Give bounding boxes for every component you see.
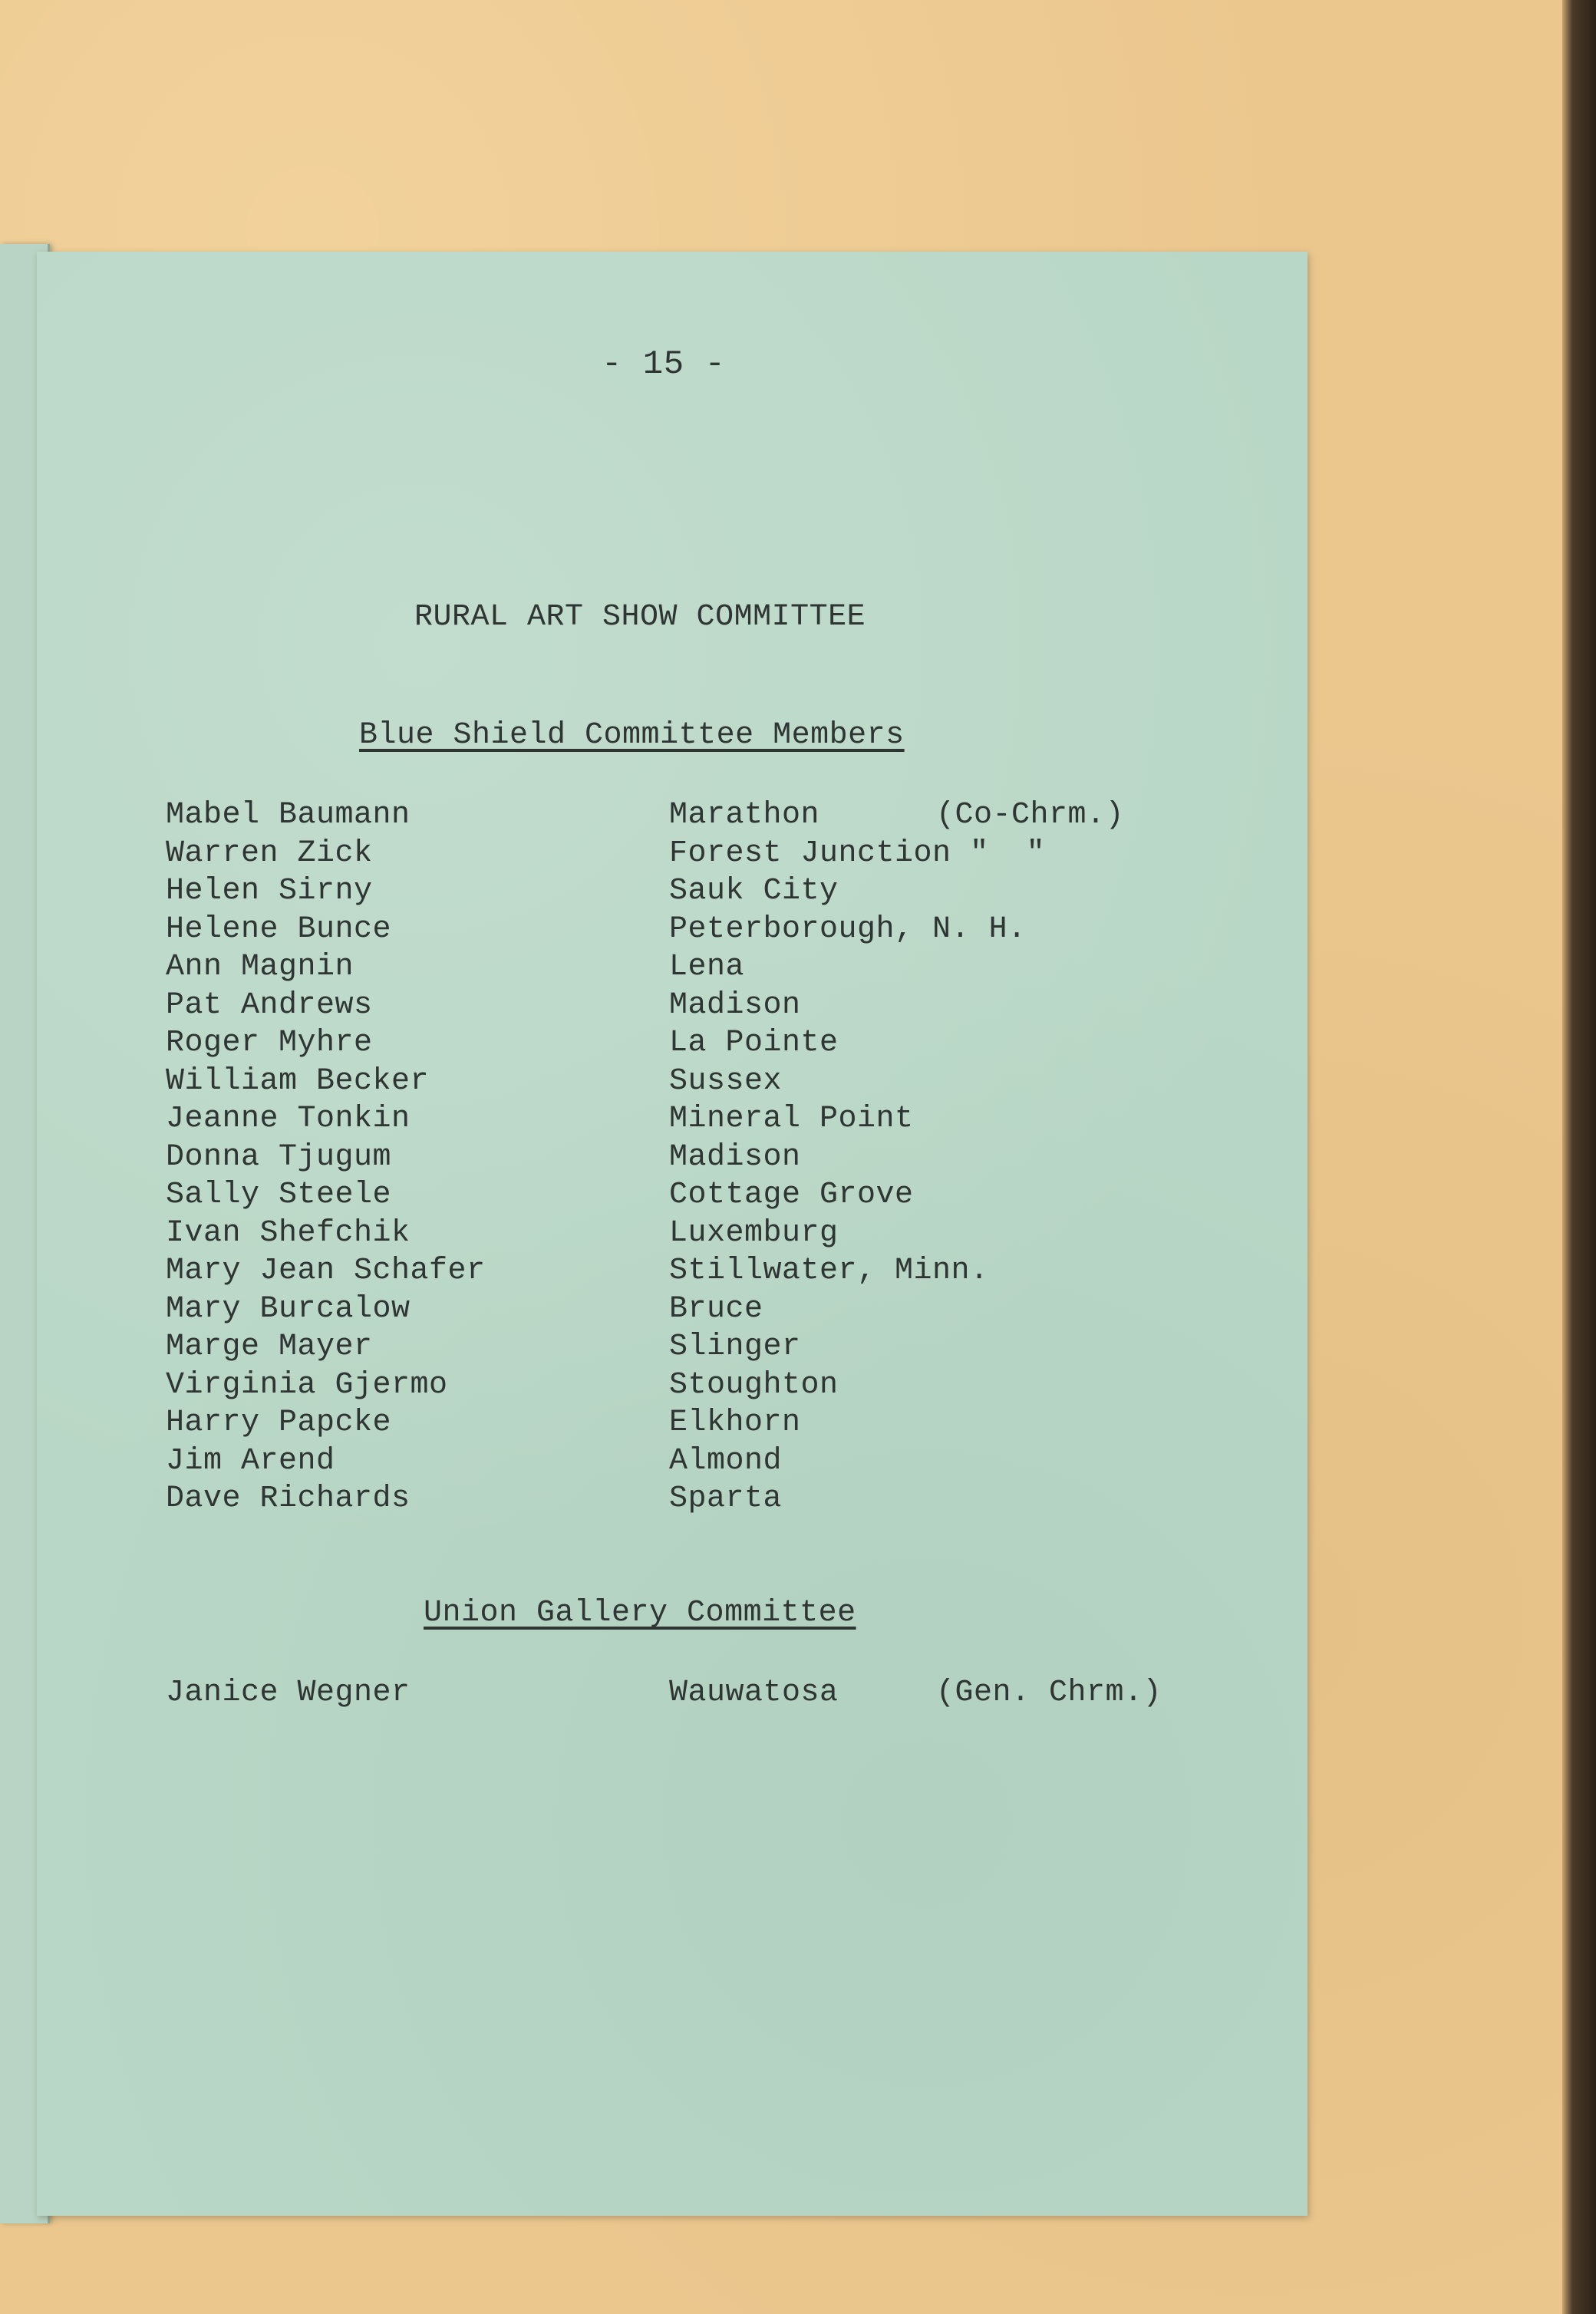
member-row bbox=[37, 950, 1307, 988]
cardstock-edge bbox=[1562, 0, 1596, 2314]
document-page bbox=[37, 252, 1307, 2216]
member-city: Madison bbox=[669, 1139, 801, 1175]
member-city: Sussex bbox=[669, 1063, 783, 1099]
member-name: Mary Burcalow bbox=[166, 1291, 411, 1327]
member-row bbox=[37, 1102, 1307, 1140]
member-row bbox=[37, 1254, 1307, 1292]
member-row bbox=[37, 1026, 1307, 1064]
member-name: Mary Jean Schafer bbox=[166, 1254, 486, 1288]
member-row bbox=[37, 1330, 1307, 1368]
member-city: Peterborough, N. H. bbox=[669, 911, 1027, 947]
member-row bbox=[37, 1292, 1307, 1330]
member-city: Sauk City bbox=[669, 874, 839, 908]
member-name: Jeanne Tonkin bbox=[166, 1102, 411, 1136]
member-name: Sally Steele bbox=[166, 1178, 392, 1212]
member-row bbox=[37, 1064, 1307, 1103]
member-city: Slinger bbox=[669, 1330, 801, 1364]
member-city: Almond bbox=[669, 1443, 783, 1478]
member-name: Ann Magnin bbox=[166, 950, 354, 984]
union-gallery-heading: Union Gallery Committee bbox=[424, 1596, 856, 1630]
member-row bbox=[37, 1444, 1307, 1482]
member-name: Donna Tjugum bbox=[166, 1139, 392, 1175]
member-row bbox=[37, 1178, 1307, 1216]
member-name: Pat Andrews bbox=[166, 987, 373, 1023]
member-city: Stillwater, Minn. bbox=[669, 1254, 989, 1288]
member-row bbox=[37, 1676, 1307, 1714]
member-name: Helen Sirny bbox=[166, 874, 373, 908]
member-city: Lena bbox=[669, 950, 745, 984]
member-name: Dave Richards bbox=[166, 1482, 411, 1516]
member-name: Mabel Baumann bbox=[166, 798, 411, 832]
member-row bbox=[37, 1216, 1307, 1254]
member-name: Helene Bunce bbox=[166, 911, 392, 947]
member-city: La Pointe bbox=[669, 1026, 839, 1060]
member-row bbox=[37, 1406, 1307, 1444]
member-row bbox=[37, 988, 1307, 1027]
member-name: Jim Arend bbox=[166, 1443, 335, 1478]
member-row bbox=[37, 874, 1307, 912]
member-row bbox=[37, 798, 1307, 836]
member-role: (Co-Chrm.) bbox=[936, 798, 1125, 832]
member-name: William Becker bbox=[166, 1063, 430, 1099]
document-title: RURAL ART SHOW COMMITTEE bbox=[414, 600, 866, 635]
member-city: Bruce bbox=[669, 1291, 763, 1327]
member-name: Roger Myhre bbox=[166, 1026, 373, 1060]
member-city: Wauwatosa bbox=[669, 1676, 839, 1710]
member-city: Mineral Point bbox=[669, 1102, 914, 1136]
blue-shield-heading: Blue Shield Committee Members bbox=[359, 718, 905, 753]
member-city: Forest Junction " " bbox=[669, 836, 1046, 871]
member-name: Warren Zick bbox=[166, 836, 373, 871]
member-row bbox=[37, 912, 1307, 951]
member-row bbox=[37, 836, 1307, 875]
member-city: Sparta bbox=[669, 1482, 783, 1516]
member-name: Janice Wegner bbox=[166, 1676, 411, 1710]
member-name: Ivan Shefchik bbox=[166, 1215, 411, 1251]
member-row bbox=[37, 1482, 1307, 1520]
member-name: Virginia Gjermo bbox=[166, 1367, 448, 1403]
member-row bbox=[37, 1368, 1307, 1406]
member-city: Marathon bbox=[669, 798, 820, 832]
member-city: Luxemburg bbox=[669, 1215, 839, 1251]
member-city: Cottage Grove bbox=[669, 1178, 914, 1212]
member-city: Madison bbox=[669, 987, 801, 1023]
member-city: Stoughton bbox=[669, 1367, 839, 1403]
member-city: Elkhorn bbox=[669, 1406, 801, 1440]
member-role: (Gen. Chrm.) bbox=[936, 1676, 1162, 1710]
member-name: Marge Mayer bbox=[166, 1330, 373, 1364]
member-name: Harry Papcke bbox=[166, 1406, 392, 1440]
page-number: - 15 - bbox=[602, 345, 726, 384]
member-row bbox=[37, 1140, 1307, 1178]
